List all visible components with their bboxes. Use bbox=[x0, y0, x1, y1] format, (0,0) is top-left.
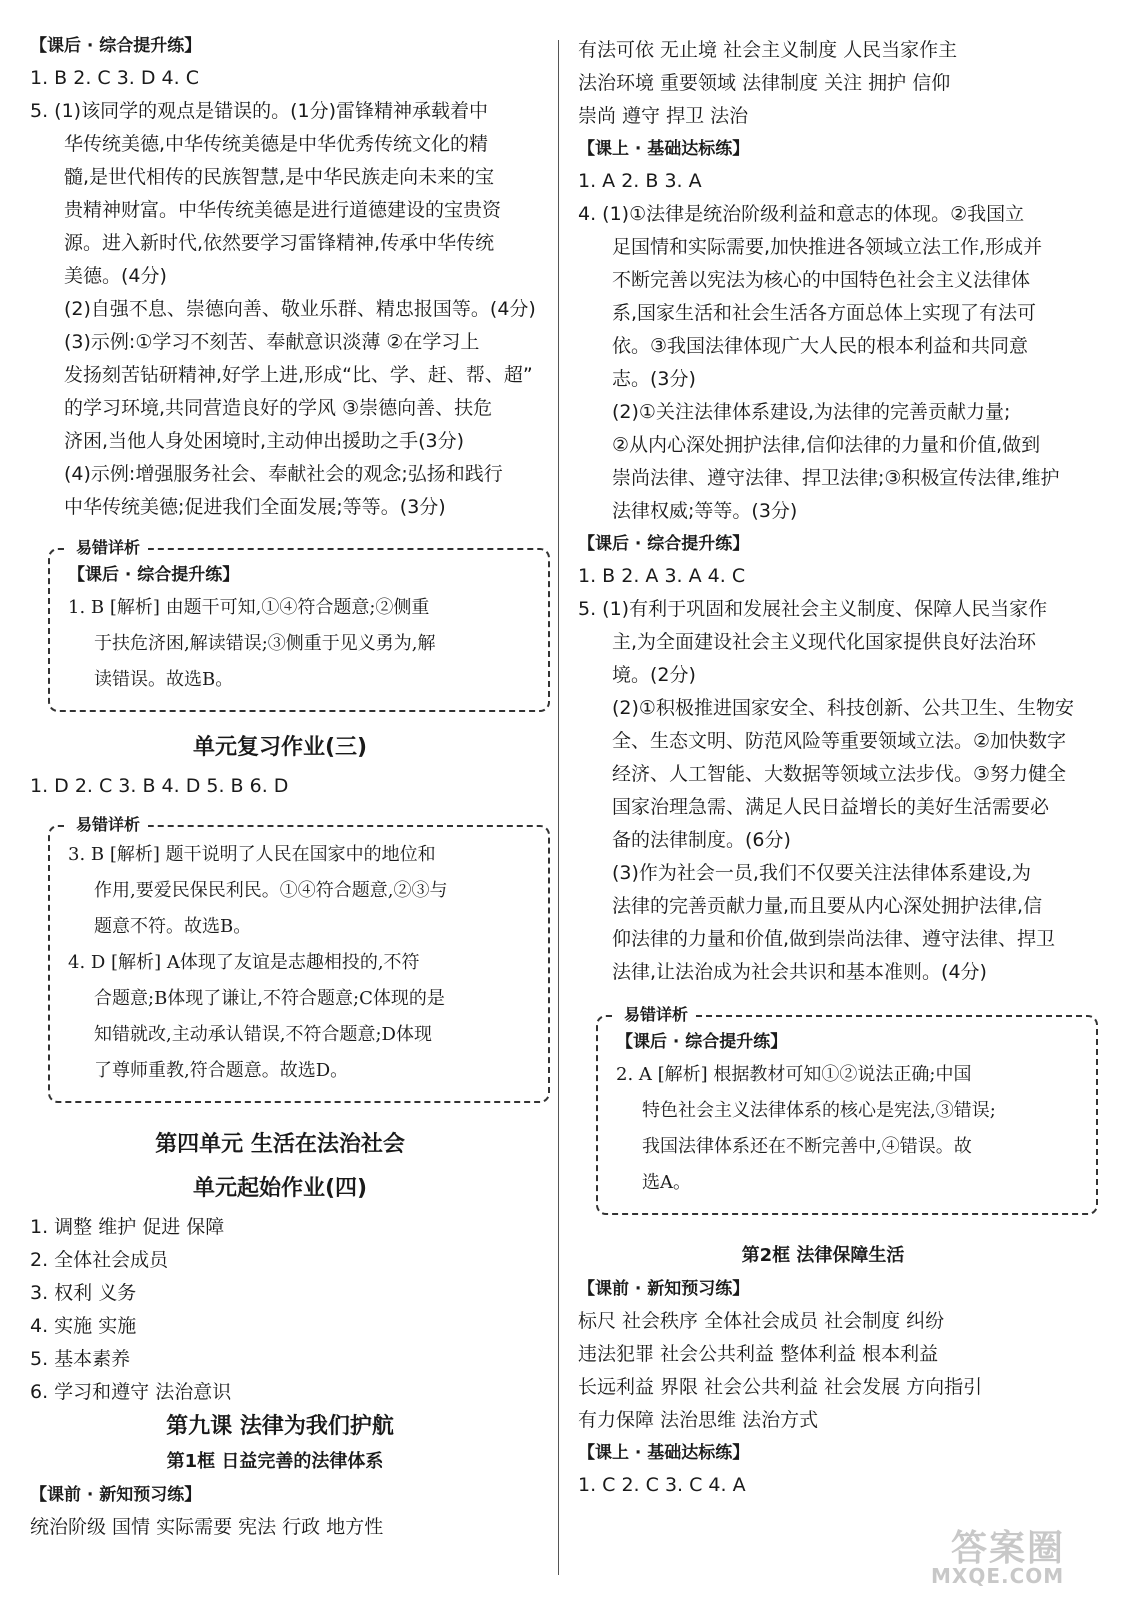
box-label: 易错详析 bbox=[616, 1003, 696, 1027]
text-line: 法律权威;等等。(3分) bbox=[612, 500, 798, 522]
text-line: 足国情和实际需要,加快推进各领域立法工作,形成并 bbox=[612, 236, 1043, 258]
column-divider bbox=[558, 40, 559, 1575]
analysis-line: 3. B [解析] 题干说明了人民在国家中的地位和 bbox=[68, 844, 436, 865]
answer-line: 有法可依 无止境 社会主义制度 人民当家作主 bbox=[578, 39, 958, 61]
text-line: 中华传统美德;促进我们全面发展;等等。(3分) bbox=[64, 496, 446, 518]
left-column bbox=[30, 30, 550, 1544]
analysis-line: 合题意;B体现了谦让,不符合题意;C体现的是 bbox=[94, 988, 445, 1009]
section-header: 【课后 · 综合提升练】 bbox=[616, 1032, 788, 1052]
answer-line: 1. A 2. B 3. A bbox=[578, 170, 702, 192]
error-analysis-box bbox=[48, 815, 550, 1103]
watermark-logo bbox=[931, 1520, 1091, 1592]
answer-line: 崇尚 遵守 捍卫 法治 bbox=[578, 105, 749, 127]
text-line: 仰法律的力量和价值,做到崇尚法律、遵守法律、捍卫 bbox=[612, 928, 1056, 950]
right-column bbox=[578, 34, 1098, 1502]
answer-line: 1. C 2. C 3. C 4. A bbox=[578, 1474, 746, 1496]
text-line: 发扬刻苦钻研精神,好学上进,形成“比、学、赶、帮、超” bbox=[64, 364, 533, 386]
text-line: (2)①关注法律体系建设,为法律的完善贡献力量; bbox=[612, 401, 1011, 423]
section-header: 【课后 · 综合提升练】 bbox=[30, 36, 202, 56]
unit-start-title: 单元起始作业(四) bbox=[192, 1176, 368, 1201]
text-line: 源。进入新时代,依然要学习雷锋精神,传承中华传统 bbox=[64, 232, 495, 254]
text-line: 经济、人工智能、大数据等领域立法步伐。③努力健全 bbox=[612, 763, 1067, 785]
answer-line: 3. 权利 义务 bbox=[30, 1282, 137, 1304]
answer-line: 违法犯罪 社会公共利益 整体利益 根本利益 bbox=[578, 1343, 939, 1365]
answer-line: 1. B 2. C 3. D 4. C bbox=[30, 67, 199, 89]
text-line: 华传统美德,中华传统美德是中华优秀传统文化的精 bbox=[64, 133, 489, 155]
analysis-line: 于扶危济困,解读错误;③侧重于见义勇为,解 bbox=[94, 633, 436, 654]
lesson-title: 第九课 法律为我们护航 bbox=[166, 1414, 394, 1439]
answer-line: 5. 基本素养 bbox=[30, 1348, 131, 1370]
frame-title: 第2框 法律保障生活 bbox=[741, 1245, 905, 1266]
watermark-text: 答案圈 bbox=[951, 1528, 1066, 1569]
text-line: (4)示例:增强服务社会、奉献社会的观念;弘扬和践行 bbox=[64, 463, 503, 485]
text-line: (2)自强不息、崇德向善、敬业乐群、精忠报国等。(4分) bbox=[64, 298, 536, 320]
analysis-line: 知错就改,主动承认错误,不符合题意;D体现 bbox=[94, 1024, 432, 1045]
text-line: 济困,当他人身处困境时,主动伸出援助之手(3分) bbox=[64, 430, 464, 452]
text-line: 系,国家生活和社会生活各方面总体上实现了有法可 bbox=[612, 302, 1037, 324]
analysis-line: 4. D [解析] A体现了友谊是志趣相投的,不符 bbox=[68, 952, 420, 973]
section-header: 【课上 · 基础达标练】 bbox=[578, 139, 750, 159]
text-line: 备的法律制度。(6分) bbox=[612, 829, 791, 851]
text-line: 全、生态文明、防范风险等重要领域立法。②加快数字 bbox=[612, 730, 1067, 752]
section-header: 【课前 · 新知预习练】 bbox=[578, 1279, 750, 1299]
answer-line: 统治阶级 国情 实际需要 宪法 行政 地方性 bbox=[30, 1516, 384, 1538]
answer-line: 1. D 2. C 3. B 4. D 5. B 6. D bbox=[30, 775, 289, 797]
unit-review-title: 单元复习作业(三) bbox=[192, 735, 368, 760]
unit-title: 第四单元 生活在法治社会 bbox=[155, 1132, 405, 1157]
text-line: 崇尚法律、遵守法律、捍卫法律;③积极宣传法律,维护 bbox=[612, 467, 1060, 489]
text-line: 的学习环境,共同营造良好的学风 ③崇德向善、扶危 bbox=[64, 397, 493, 419]
analysis-line: 作用,要爱民保民利民。①④符合题意,②③与 bbox=[94, 880, 448, 901]
answer-line: 4. 实施 实施 bbox=[30, 1315, 137, 1337]
box-label: 易错详析 bbox=[68, 536, 148, 560]
analysis-line: 题意不符。故选B。 bbox=[94, 916, 252, 937]
question-5-block bbox=[30, 95, 550, 524]
text-line: 4. (1)①法律是统治阶级利益和意志的体现。②我国立 bbox=[578, 203, 1025, 225]
answer-line: 6. 学习和遵守 法治意识 bbox=[30, 1381, 232, 1403]
section-header: 【课前 · 新知预习练】 bbox=[30, 1485, 202, 1505]
text-line: (2)①积极推进国家安全、科技创新、公共卫生、生物安 bbox=[612, 697, 1074, 719]
error-analysis-box bbox=[48, 538, 550, 712]
text-line: 主,为全面建设社会主义现代化国家提供良好法治环 bbox=[612, 631, 1037, 653]
box-label: 易错详析 bbox=[68, 813, 148, 837]
analysis-line: 了尊师重教,符合题意。故选D。 bbox=[94, 1060, 349, 1081]
answer-line: 1. B 2. A 3. A 4. C bbox=[578, 565, 746, 587]
answer-line: 标尺 社会秩序 全体社会成员 社会制度 纠纷 bbox=[578, 1310, 945, 1332]
frame-title: 第1框 日益完善的法律体系 bbox=[166, 1451, 384, 1472]
analysis-line: 特色社会主义法律体系的核心是宪法,③错误; bbox=[642, 1100, 996, 1121]
text-line: 美德。(4分) bbox=[64, 265, 167, 287]
text-line: 依。③我国法律体现广大人民的根本利益和共同意 bbox=[612, 335, 1029, 357]
text-line: 贵精神财富。中华传统美德是进行道德建设的宝贵资 bbox=[64, 199, 502, 221]
analysis-line: 读错误。故选B。 bbox=[94, 669, 234, 690]
text-line: 5. (1)该同学的观点是错误的。(1分)雷锋精神承载着中 bbox=[30, 100, 488, 122]
error-analysis-box bbox=[596, 1005, 1098, 1215]
unit-start-answers bbox=[30, 1211, 550, 1409]
watermark-url: MXQE.COM bbox=[931, 1564, 1065, 1588]
analysis-line: 2. A [解析] 根据教材可知①②说法正确;中国 bbox=[616, 1064, 972, 1085]
analysis-line: 我国法律体系还在不断完善中,④错误。故 bbox=[642, 1136, 972, 1157]
text-line: 不断完善以宪法为核心的中国特色社会主义法律体 bbox=[612, 269, 1031, 291]
text-line: 志。(3分) bbox=[612, 368, 696, 390]
answer-line: 有力保障 法治思维 法治方式 bbox=[578, 1409, 819, 1431]
text-line: 境。(2分) bbox=[612, 664, 696, 686]
question-5-block bbox=[578, 593, 1098, 989]
answer-line: 2. 全体社会成员 bbox=[30, 1249, 169, 1271]
analysis-line: 选A。 bbox=[642, 1172, 691, 1193]
question-4-block bbox=[578, 198, 1098, 528]
text-line: 国家治理急需、满足人民日益增长的美好生活需要必 bbox=[612, 796, 1050, 818]
text-line: (3)示例:①学习不刻苦、奉献意识淡薄 ②在学习上 bbox=[64, 331, 480, 353]
analysis-line: 1. B [解析] 由题干可知,①④符合题意;②侧重 bbox=[68, 597, 430, 618]
text-line: 法律的完善贡献力量,而且要从内心深处拥护法律,信 bbox=[612, 895, 1043, 917]
text-line: (3)作为社会一员,我们不仅要关注法律体系建设,为 bbox=[612, 862, 1031, 884]
section-header: 【课后 · 综合提升练】 bbox=[68, 565, 240, 585]
section-header: 【课上 · 基础达标练】 bbox=[578, 1443, 750, 1463]
text-line: ②从内心深处拥护法律,信仰法律的力量和价值,做到 bbox=[612, 434, 1041, 456]
text-line: 髓,是世代相传的民族智慧,是中华民族走向未来的宝 bbox=[64, 166, 495, 188]
answer-line: 长远利益 界限 社会公共利益 社会发展 方向指引 bbox=[578, 1376, 983, 1398]
section-header: 【课后 · 综合提升练】 bbox=[578, 534, 750, 554]
answer-line: 法治环境 重要领域 法律制度 关注 拥护 信仰 bbox=[578, 72, 951, 94]
text-line: 5. (1)有利于巩固和发展社会主义制度、保障人民当家作 bbox=[578, 598, 1048, 620]
answer-line: 1. 调整 维护 促进 保障 bbox=[30, 1216, 225, 1238]
text-line: 法律,让法治成为社会共识和基本准则。(4分) bbox=[612, 961, 987, 983]
